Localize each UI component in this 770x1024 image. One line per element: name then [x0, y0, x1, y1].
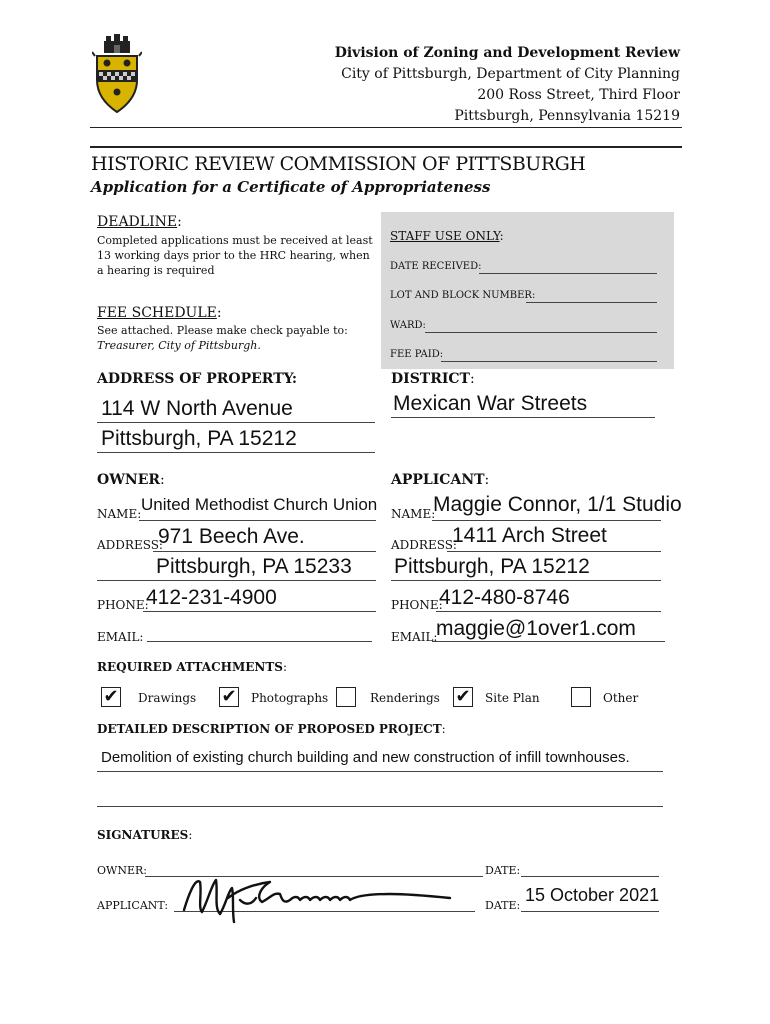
- header-city: Pittsburgh, Pennsylvania 15219: [454, 108, 680, 124]
- applicant-email-label: EMAIL:: [391, 630, 438, 644]
- owner-phone-rule: [143, 611, 376, 612]
- page-subtitle: Application for a Certificate of Appropriateness: [91, 178, 491, 196]
- deadline-section: DEADLINE: Completed applications must be received at least 13 working days prior to the HRC hearing, when a hearing is required: [97, 214, 379, 278]
- checkbox-label-site-plan: Site Plan: [485, 691, 540, 705]
- applicant-name-value[interactable]: Maggie Connor, 1/1 Studio: [433, 493, 682, 516]
- applicant-signature-image[interactable]: [180, 870, 470, 926]
- owner-phone-label: PHONE:: [97, 598, 149, 612]
- description-rule1: [97, 771, 663, 772]
- description-heading-wrap: DETAILED DESCRIPTION OF PROPOSED PROJECT:: [97, 722, 446, 736]
- description-rule2: [97, 806, 663, 807]
- property-address-line2[interactable]: Pittsburgh, PA 15212: [101, 427, 297, 450]
- applicant-address-line2[interactable]: Pittsburgh, PA 15212: [394, 555, 590, 578]
- applicant-name-label: NAME:: [391, 507, 436, 521]
- property-address-line1[interactable]: 114 W North Avenue: [101, 397, 293, 420]
- header-division: Division of Zoning and Development Review: [334, 45, 680, 61]
- staff-fee-paid-line: [441, 361, 657, 362]
- checkbox-other[interactable]: [571, 687, 591, 707]
- checkbox-label-other: Other: [603, 691, 639, 705]
- owner-address-line1[interactable]: 971 Beech Ave.: [158, 525, 305, 548]
- staff-date-received-line: [479, 273, 657, 274]
- district-rule: [391, 417, 655, 418]
- attachments-heading-wrap: REQUIRED ATTACHMENTS:: [97, 660, 288, 674]
- header-thin-rule: [90, 127, 682, 128]
- description-text[interactable]: Demolition of existing church building and new construction of infill townhouses.: [101, 749, 630, 766]
- staff-heading: STAFF USE ONLY: [390, 229, 500, 243]
- owner-phone-value[interactable]: 412-231-4900: [146, 586, 277, 609]
- fee-payable: Treasurer, City of Pittsburgh.: [97, 339, 261, 352]
- header-thick-rule: [90, 146, 682, 148]
- property-line1-rule: [97, 422, 375, 423]
- district-label-wrap: DISTRICT:: [391, 371, 475, 387]
- owner-name-label: NAME:: [97, 507, 142, 521]
- applicant-email-value[interactable]: maggie@1over1.com: [436, 617, 636, 640]
- owner-address-label: ADDRESS:: [97, 538, 163, 552]
- district-value[interactable]: Mexican War Streets: [393, 392, 588, 415]
- applicant-address-rule1: [447, 551, 661, 552]
- owner-address-rule2: [97, 580, 376, 581]
- staff-date-received: DATE RECEIVED:: [390, 261, 482, 272]
- property-label: ADDRESS OF PROPERTY:: [97, 371, 298, 387]
- signatures-heading-wrap: SIGNATURES:: [97, 828, 193, 842]
- owner-signature-label: OWNER:: [97, 864, 147, 877]
- applicant-email-rule: [432, 641, 665, 642]
- checkbox-photographs[interactable]: ✔: [219, 687, 239, 707]
- deadline-text: Completed applications must be received at least 13 working days prior to the HRC hearing, when a hearing is required: [97, 234, 373, 277]
- header-block: [335, 43, 680, 127]
- owner-date-label: DATE:: [485, 864, 521, 877]
- property-line2-rule: [97, 452, 375, 453]
- staff-lot-block: LOT AND BLOCK NUMBER:: [390, 290, 536, 301]
- district-label: DISTRICT: [391, 371, 470, 387]
- page-title: HISTORIC REVIEW COMMISSION OF PITTSBURGH: [91, 153, 586, 175]
- owner-email-rule: [147, 641, 372, 642]
- staff-fee-paid: FEE PAID:: [390, 349, 444, 360]
- checkbox-label-renderings: Renderings: [370, 691, 440, 705]
- applicant-phone-label: PHONE:: [391, 598, 443, 612]
- applicant-date-label: DATE:: [485, 899, 521, 912]
- owner-name-value[interactable]: United Methodist Church Union: [141, 495, 378, 514]
- owner-heading-wrap: OWNER:: [97, 472, 165, 488]
- staff-use-box: STAFF USE ONLY: DATE RECEIVED: LOT AND BLOCK NUMBER: WARD: FEE PAID:: [381, 212, 674, 369]
- applicant-phone-rule: [436, 611, 661, 612]
- applicant-name-rule: [432, 520, 661, 521]
- checkbox-renderings[interactable]: [336, 687, 356, 707]
- owner-name-rule: [139, 520, 376, 521]
- checkbox-label-photographs: Photographs: [251, 691, 329, 705]
- city-crest-icon: [92, 34, 142, 116]
- fee-section: FEE SCHEDULE: See attached. Please make check payable to: Treasurer, City of Pittsburgh.: [97, 305, 379, 353]
- deadline-heading: DEADLINE: [97, 214, 178, 230]
- owner-address-line2[interactable]: Pittsburgh, PA 15233: [156, 555, 352, 578]
- applicant-address-line1[interactable]: 1411 Arch Street: [452, 524, 607, 547]
- applicant-phone-value[interactable]: 412-480-8746: [439, 586, 570, 609]
- owner-heading: OWNER: [97, 472, 161, 488]
- fee-heading: FEE SCHEDULE: [97, 305, 217, 321]
- applicant-heading: APPLICANT: [391, 472, 485, 488]
- attachments-heading: REQUIRED ATTACHMENTS: [97, 660, 283, 674]
- applicant-address-label: ADDRESS:: [391, 538, 457, 552]
- fee-text: See attached. Please make check payable to:: [97, 324, 348, 337]
- staff-ward: WARD:: [390, 320, 426, 331]
- checkbox-label-drawings: Drawings: [138, 691, 197, 705]
- applicant-date-rule: [521, 911, 659, 912]
- applicant-date-value[interactable]: 15 October 2021: [525, 885, 660, 905]
- staff-lot-block-line: [526, 302, 657, 303]
- applicant-address-rule2: [391, 580, 661, 581]
- owner-date-rule: [521, 876, 659, 877]
- description-heading: DETAILED DESCRIPTION OF PROPOSED PROJECT: [97, 722, 442, 736]
- signatures-heading: SIGNATURES: [97, 828, 189, 842]
- staff-ward-line: [425, 332, 657, 333]
- owner-email-label: EMAIL:: [97, 630, 144, 644]
- applicant-signature-label: APPLICANT:: [97, 899, 169, 912]
- checkbox-site-plan[interactable]: ✔: [453, 687, 473, 707]
- applicant-heading-wrap: APPLICANT:: [391, 472, 490, 488]
- checkbox-drawings[interactable]: ✔: [101, 687, 121, 707]
- header-department: City of Pittsburgh, Department of City Planning: [341, 66, 680, 82]
- header-street: 200 Ross Street, Third Floor: [477, 87, 680, 103]
- owner-address-rule1: [153, 551, 376, 552]
